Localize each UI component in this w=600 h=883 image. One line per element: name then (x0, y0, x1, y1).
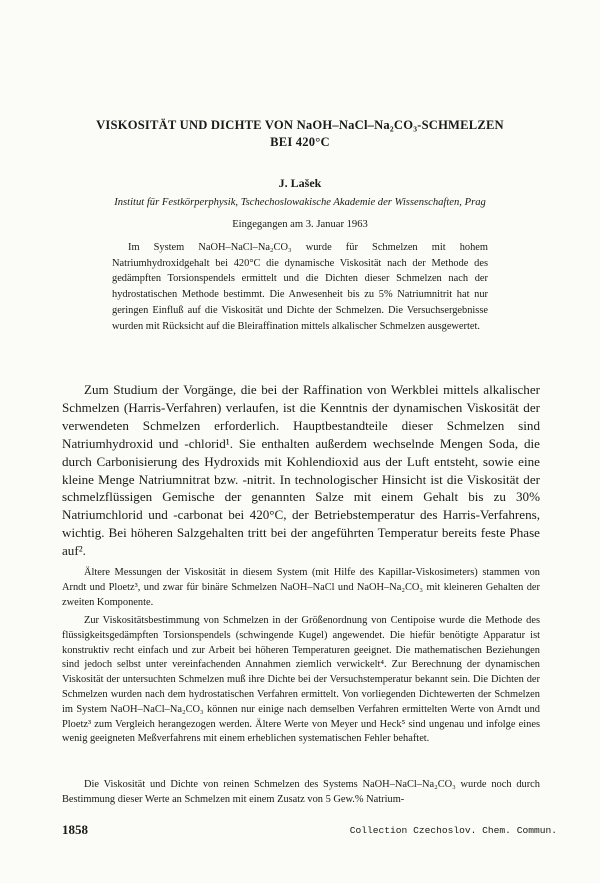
body-paragraph-2 (62, 566, 540, 610)
paragraph-text: Ältere Messungen der Viskosität in diesem System (mit Hilfe des Kapillar-Viskosimeters) stammen von Arndt und Ploetz³, und zwar für binäre Schmelzen NaOH–NaCl und NaOH–Na₂CO₃ mit kleineren Gehalten der zweiten Komponente. (62, 567, 540, 608)
abstract-text: Im System NaOH–NaCl–Na₂CO₃ wurde für Schmelzen mit hohem Natriumhydroxidgehalt bei 420°C die dynamische Viskosität nach der Methode des gedämpften Torsionspendels ermittelt und die Dichten dieser Schmelzen nach der hydrostatischen Methode bestimmt. Die Anwesenheit bis zu 5% Natriumnitrit hat nur geringen Einfluß auf die Viskosität und Dichte der Schmelzen. Die Versuchsergebnisse wurden mit Rücksicht auf die Bleiraffination mittels alkalischer Schmelzen ausgewertet. (112, 242, 488, 332)
author-name: J. Lašek (278, 176, 322, 190)
paragraph-text: Zur Viskositätsbestimmung von Schmelzen in der Größenordnung von Centipoise wurde die Methode des flüssigkeitsgedämpften Torsionspendels (schwingende Kugel) angewendet. Die hiefür benötigte Apparatur ist konstruktiv recht einfach und zur Arbeit bei höheren Temperaturen geeignet. Die mathematischen Beziehungen sind jedoch selbst unter vereinfachenden Annahmen ziemlich verwickelt⁴. Zur Berechnung der dynamischen Viskosität der untersuchten Schmelzen muß ihre Dichte bei der Versuchstemperatur bekannt sein. Die Dichten der Schmelzen wurden nach dem hydrostatischen Verfahren ermittelt. Von vorliegenden Dichtewerten der Schmelzen im System NaOH–NaCl–Na₂CO₃ können nur einige nach demselben Verfahren ermittelten Werte von Arndt und Ploetz³ zum Vergleich herangezogen werden. Ältere Werte von Meyer und Heck⁵ sind ungenau und infolge eines wenig geeigneten Meßverfahrens mit einem erheblichen systematischen Fehler behaftet. (62, 615, 540, 745)
journal-name: Collection Czechoslov. Chem. Commun. (349, 825, 557, 836)
paragraph-text: Die Viskosität und Dichte von reinen Schmelzen des Systems NaOH–NaCl–Na₂CO₃ wurde noch durch Bestimmung dieser Werte an Schmelzen mit einem Zusatz von 5 Gew.% Natrium- (62, 779, 540, 805)
body-paragraph-1 (62, 381, 540, 560)
paragraph-text: Zum Studium der Vorgänge, die bei der Raffination von Werkblei mittels alkalischer Schmelzen (Harris-Verfahren) verlaufen, ist die Kenntnis der dynamischen Viskosität der verwendeten Schmelzen erforderlich. Hauptbestandteile dieser Schmelzen sind Natriumhydroxid und -chlorid¹. Sie enthalten außerdem wechselnde Mengen Soda, die durch Carbonisierung des Hydroxids mit Kohlendioxid aus der Luft entsteht, sowie eine kleine Menge Natriumnitrat bzw. -nitrit. In technologischer Hinsicht ist die Viskosität der schmelzflüssigen Gemische der genannten Salze mit einem Gehalt bis zu 30% Natriumchlorid und -carbonat bei 420°C, der Betriebstemperatur des Harris-Verfahrens, wichtig. Bei höheren Salzgehalten tritt bei der angeführten Temperatur bereits feste Phase auf². (62, 382, 540, 559)
body-paragraph-3 (62, 614, 540, 747)
abstract (112, 240, 488, 334)
title-line-1: VISKOSITÄT UND DICHTE VON NaOH–NaCl–Na₂CO₃-SCHMELZEN (96, 118, 504, 132)
title-line-2: BEI 420°C (270, 135, 330, 149)
page-number: 1858 (62, 822, 88, 837)
body-paragraph-4 (62, 778, 540, 808)
received-date: Eingegangen am 3. Januar 1963 (232, 219, 368, 230)
paper-title (60, 117, 540, 151)
author-affiliation: Institut für Festkörperphysik, Tschechoslowakische Akademie der Wissenschaften, Prag (114, 197, 486, 208)
